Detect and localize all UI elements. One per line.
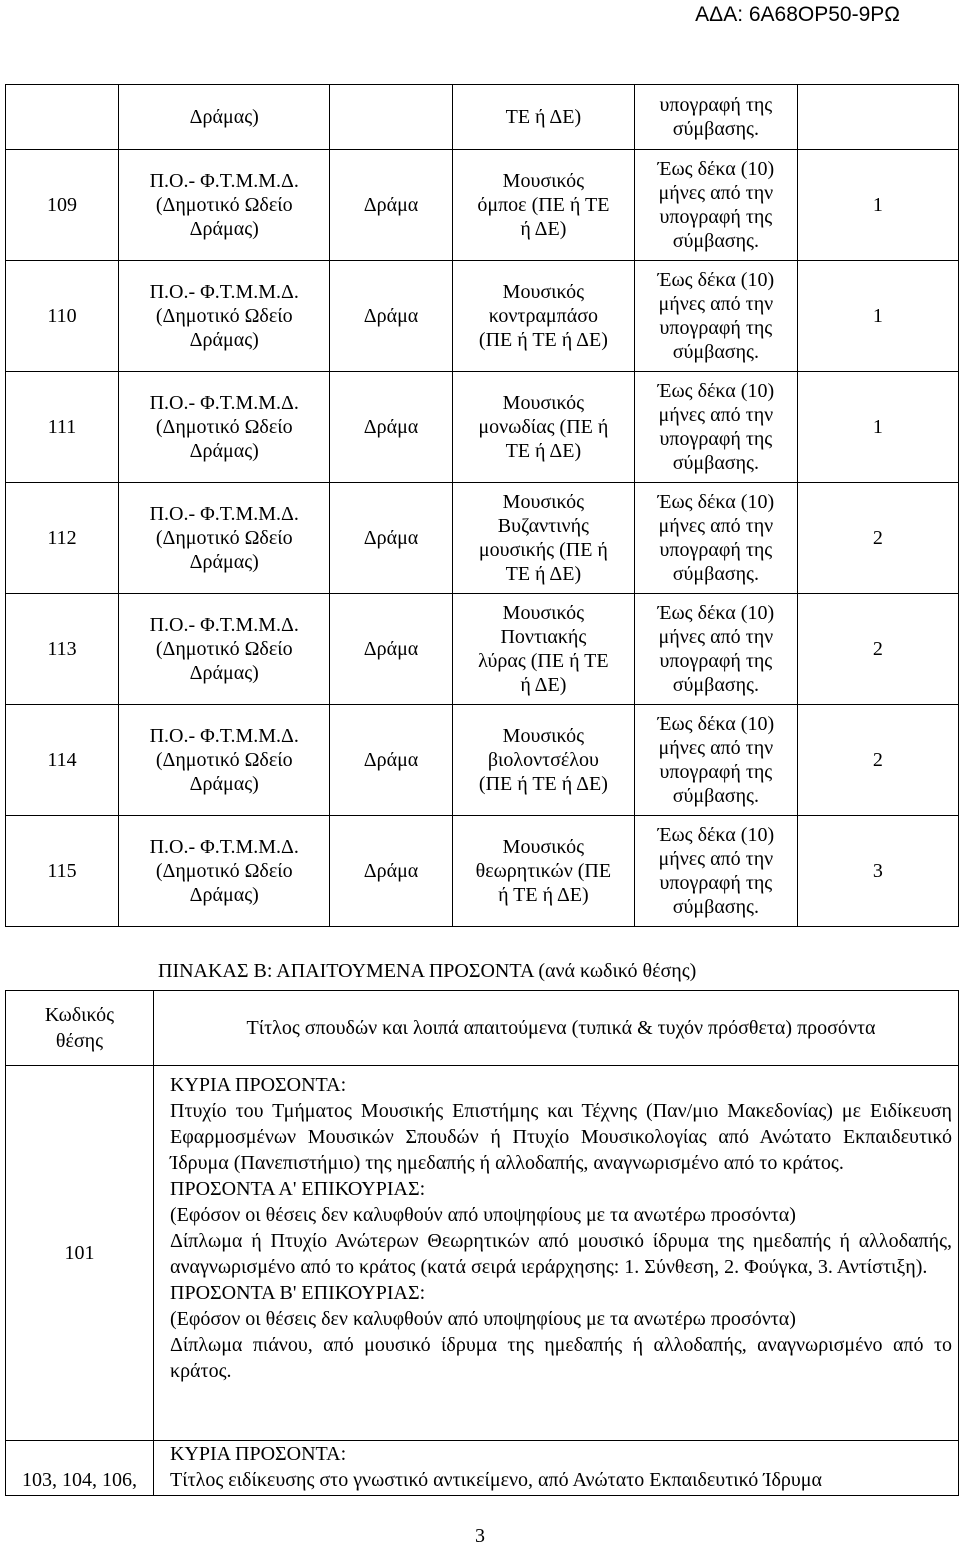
specialty-line: όμποε (ΠΕ ή ΤΕ [477,194,610,216]
entity-line: (Δημοτικό Ωδείο [155,860,293,882]
entity-line: Π.Ο.- Φ.Τ.Μ.Μ.Δ. [149,614,299,636]
specialty-cell [452,483,634,594]
specialty-line: Βυζαντινής [497,515,589,537]
specialty-line: ή ΔΕ) [520,674,567,696]
duration-line: μήνες από την [658,515,774,537]
location-cell [330,85,452,150]
table-row [6,85,959,150]
entity-cell [119,483,330,594]
table-row [6,816,959,927]
entity-line: Δράμας) [189,884,259,906]
b-condition: (Εφόσον οι θέσεις δεν καλυφθούν από υποψηφίους με τα ανωτέρω προσόντα) [170,1308,796,1330]
qualifications-cell [154,1066,959,1441]
header-code-cell [6,991,154,1066]
entity-line: (Δημοτικό Ωδείο [155,749,293,771]
entity-line: Δράμας) [189,218,259,240]
specialty-cell [452,705,634,816]
position-number-cell: 109 [6,150,119,261]
entity-cell [119,261,330,372]
kyria-text: Τίτλος ειδίκευσης στο γνωστικό αντικείμενο, από Ανώτατο Εκπαιδευτικό Ίδρυμα [170,1469,822,1491]
b-heading: ΠΡΟΣΟΝΤΑ Β' ΕΠΙΚΟΥΡΙΑΣ: [170,1282,426,1304]
entity-line: (Δημοτικό Ωδείο [155,194,293,216]
duration-line: υπογραφή της [659,539,773,561]
table-b-title: ΠΙΝΑΚΑΣ Β: ΑΠΑΙΤΟΥΜΕΝΑ ΠΡΟΣΟΝΤΑ (ανά κωδικό θέσης) [158,960,697,982]
count-cell: 3 [797,816,958,927]
count-cell: 1 [797,261,958,372]
specialty-line: ΤΕ ή ΔΕ) [505,440,582,462]
duration-line: σύμβασης. [672,230,759,252]
ada-code: ΑΔΑ: 6Α68ΟΡ50-9ΡΩ [695,3,900,26]
specialty-line: μουσικής (ΠΕ ή [478,539,608,561]
table-row [6,372,959,483]
entity-cell [119,705,330,816]
duration-line: μήνες από την [658,404,774,426]
duration-line: μήνες από την [658,626,774,648]
duration-line: Έως δέκα (10) [657,491,775,513]
duration-cell [635,816,798,927]
position-number-cell: 112 [6,483,119,594]
duration-line: υπογραφή της [659,872,773,894]
duration-line: σύμβασης. [672,118,759,140]
entity-line: Π.Ο.- Φ.Τ.Μ.Μ.Δ. [149,281,299,303]
table-row [6,1441,959,1496]
entity-cell [119,150,330,261]
entity-line: Δράμας) [189,329,259,351]
duration-line: σύμβασης. [672,674,759,696]
specialty-line: βιολοντσέλου [487,749,599,771]
specialty-cell [452,372,634,483]
entity-line: Π.Ο.- Φ.Τ.Μ.Μ.Δ. [149,392,299,414]
duration-cell [635,594,798,705]
duration-cell [635,705,798,816]
entity-line: Δράμας) [189,773,259,795]
entity-text: Δράμας) [189,106,259,128]
specialty-line: Μουσικός [502,491,585,513]
position-number-cell: 110 [6,261,119,372]
entity-line: Π.Ο.- Φ.Τ.Μ.Μ.Δ. [149,725,299,747]
location-cell: Δράμα [330,261,452,372]
specialty-line: Μουσικός [502,281,585,303]
duration-line: μήνες από την [658,848,774,870]
entity-line: Π.Ο.- Φ.Τ.Μ.Μ.Δ. [149,503,299,525]
position-number-cell: 113 [6,594,119,705]
table-row [6,1066,959,1441]
entity-cell [119,85,330,150]
location-cell: Δράμα [330,372,452,483]
duration-line: υπογραφή της [659,650,773,672]
entity-line: (Δημοτικό Ωδείο [155,305,293,327]
header-code-line: θέσης [55,1030,104,1052]
count-cell: 2 [797,483,958,594]
code-text: 103, 104, 106, [22,1469,137,1491]
code-cell [6,1441,154,1496]
duration-line: σύμβασης. [672,452,759,474]
entity-line: Π.Ο.- Φ.Τ.Μ.Μ.Δ. [149,836,299,858]
table-row [6,594,959,705]
position-number-cell: 111 [6,372,119,483]
specialty-text: ΤΕ ή ΔΕ) [505,106,582,128]
duration-line: υπογραφή της [659,761,773,783]
specialty-line: (ΠΕ ή ΤΕ ή ΔΕ) [478,329,608,351]
specialty-cell [452,816,634,927]
b-text: Δίπλωμα πιάνου, από μουσικό ίδρυμα της ημεδαπής ή αλλοδαπής, αναγνωρισμένο από το κράτος. [170,1334,952,1382]
count-cell: 1 [797,372,958,483]
specialty-line: Μουσικός [502,836,585,858]
entity-cell [119,594,330,705]
duration-line: σύμβασης. [672,563,759,585]
specialty-line: κοντραμπάσο [488,305,599,327]
count-cell [797,85,958,150]
specialty-line: λύρας (ΠΕ ή ΤΕ [478,650,609,672]
duration-cell [635,261,798,372]
duration-line: Έως δέκα (10) [657,158,775,180]
positions-table [5,84,959,927]
specialty-line: Μουσικός [502,170,585,192]
specialty-line: μονωδίας (ΠΕ ή [478,416,609,438]
kyria-text: Πτυχίο του Τμήματος Μουσικής Επιστήμης και Τέχνης (Παν/μιο Μακεδονίας) με Ειδίκευση Εφαρμοσμένων Μουσικών Σπουδών ή Πτυχίο Μουσικολογίας από Ανώτατο Εκπαιδευτικό Ίδρυμα (Πανεπιστήμιο) της ημεδαπής ή αλλοδαπής, αναγνωρισμένο από το κράτος. [170,1100,952,1174]
specialty-cell [452,85,634,150]
specialty-cell [452,594,634,705]
specialty-cell [452,150,634,261]
table-row [6,150,959,261]
entity-line: (Δημοτικό Ωδείο [155,527,293,549]
specialty-line: Μουσικός [502,725,585,747]
specialty-line: Μουσικός [502,392,585,414]
table-row [6,705,959,816]
entity-line: (Δημοτικό Ωδείο [155,638,293,660]
qualifications-table [5,990,959,1496]
count-cell: 1 [797,150,958,261]
duration-line: υπογραφή της [659,94,773,116]
duration-line: μήνες από την [658,737,774,759]
entity-line: Π.Ο.- Φ.Τ.Μ.Μ.Δ. [149,170,299,192]
duration-line: Έως δέκα (10) [657,269,775,291]
specialty-line: (ΠΕ ή ΤΕ ή ΔΕ) [478,773,608,795]
duration-cell [635,150,798,261]
duration-line: Έως δέκα (10) [657,713,775,735]
entity-line: Δράμας) [189,551,259,573]
position-number-cell [6,85,119,150]
location-cell: Δράμα [330,816,452,927]
entity-cell [119,372,330,483]
specialty-line: ή ΤΕ ή ΔΕ) [498,884,589,906]
entity-line: (Δημοτικό Ωδείο [155,416,293,438]
a-text: Δίπλωμα ή Πτυχίο Ανώτερων Θεωρητικών από μουσικό ίδρυμα της ημεδαπής ή αλλοδαπής, αναγνωρισμένο από το κράτος (κατά σειρά ιεράρχησης: 1. Σύνθεση, 2. Φούγκα, 3. Αντίστιξη). [170,1230,952,1278]
duration-line: σύμβασης. [672,896,759,918]
page-number: 3 [475,1525,485,1547]
duration-line: υπογραφή της [659,206,773,228]
kyria-heading: ΚΥΡΙΑ ΠΡΟΣΟΝΤΑ: [170,1443,347,1465]
kyria-heading: ΚΥΡΙΑ ΠΡΟΣΟΝΤΑ: [170,1074,347,1096]
specialty-line: θεωρητικών (ΠΕ [475,860,612,882]
specialty-line: Ποντιακής [500,626,587,648]
duration-line: Έως δέκα (10) [657,380,775,402]
location-cell: Δράμα [330,150,452,261]
count-cell: 2 [797,705,958,816]
entity-cell [119,816,330,927]
specialty-line: ή ΔΕ) [520,218,567,240]
table-row [6,483,959,594]
duration-line: μήνες από την [658,182,774,204]
specialty-line: Μουσικός [502,602,585,624]
duration-line: υπογραφή της [659,317,773,339]
position-number-cell: 114 [6,705,119,816]
duration-line: μήνες από την [658,293,774,315]
header-code-line: Κωδικός [44,1004,115,1026]
specialty-line: ΤΕ ή ΔΕ) [505,563,582,585]
duration-line: σύμβασης. [672,341,759,363]
duration-cell [635,372,798,483]
duration-line: σύμβασης. [672,785,759,807]
duration-line: Έως δέκα (10) [657,824,775,846]
header-desc-cell: Τίτλος σπουδών και λοιπά απαιτούμενα (τυπικά & τυχόν πρόσθετα) προσόντα [154,991,959,1066]
table-row [6,261,959,372]
duration-cell [635,483,798,594]
location-cell: Δράμα [330,483,452,594]
count-cell: 2 [797,594,958,705]
entity-line: Δράμας) [189,440,259,462]
duration-cell [635,85,798,150]
location-cell: Δράμα [330,594,452,705]
qualifications-cell [154,1441,959,1496]
table-header-row [6,991,959,1066]
entity-line: Δράμας) [189,662,259,684]
position-number-cell: 115 [6,816,119,927]
a-condition: (Εφόσον οι θέσεις δεν καλυφθούν από υποψηφίους με τα ανωτέρω προσόντα) [170,1204,796,1226]
code-cell: 101 [6,1066,154,1441]
specialty-cell [452,261,634,372]
duration-line: Έως δέκα (10) [657,602,775,624]
duration-line: υπογραφή της [659,428,773,450]
a-heading: ΠΡΟΣΟΝΤΑ Α' ΕΠΙΚΟΥΡΙΑΣ: [170,1178,426,1200]
location-cell: Δράμα [330,705,452,816]
